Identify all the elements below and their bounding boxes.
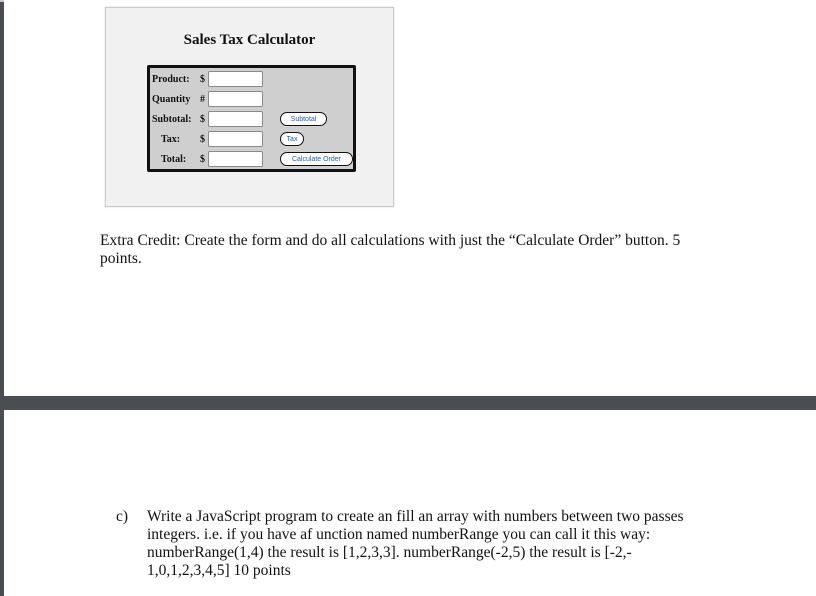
question-c-line-2: integers. i.e. if you have af unction named numberRange you can call it this way: — [147, 526, 651, 543]
tax-label: Tax: — [161, 134, 181, 145]
total-input[interactable] — [208, 151, 263, 167]
quantity-sign: # — [200, 94, 205, 105]
question-c-text — [147, 508, 727, 580]
tax-button[interactable]: Tax — [280, 132, 304, 146]
total-sign: $ — [200, 154, 205, 165]
product-sign: $ — [200, 74, 205, 85]
calculator-title: Sales Tax Calculator — [183, 32, 316, 48]
tax-row — [150, 131, 353, 149]
product-input[interactable] — [208, 71, 263, 87]
calculate-order-button[interactable]: Calculate Order — [280, 152, 353, 166]
question-c-line-4: 1,0,1,2,3,4,5] 10 points — [147, 562, 291, 579]
question-c-marker: c) — [116, 508, 129, 525]
subtotal-row — [150, 111, 353, 129]
tax-input[interactable] — [208, 131, 263, 147]
quantity-label: Quantity — [152, 94, 191, 105]
extra-credit-line-2: points. — [100, 250, 142, 267]
quantity-input[interactable] — [208, 91, 263, 107]
total-label: Total: — [161, 154, 187, 165]
subtotal-input[interactable] — [208, 111, 263, 127]
extra-credit-paragraph — [100, 232, 740, 268]
product-row — [150, 71, 353, 89]
total-row — [150, 151, 353, 169]
subtotal-button[interactable]: Subtotal — [280, 112, 327, 126]
question-c-line-1: Write a JavaScript program to create an fill an array with numbers between two passes — [147, 508, 684, 525]
subtotal-sign: $ — [200, 114, 205, 125]
document-page-1 — [4, 0, 816, 396]
calculator-form — [147, 65, 356, 172]
question-c-line-3: numberRange(1,4) the result is [1,2,3,3]. numberRange(-2,5) the result is [-2,- — [147, 544, 632, 561]
quantity-row — [150, 91, 353, 109]
product-label: Product: — [152, 74, 190, 85]
document-page-2 — [4, 410, 816, 596]
tax-sign: $ — [200, 134, 205, 145]
calculator-screenshot-figure — [105, 7, 394, 207]
subtotal-label: Subtotal: — [152, 114, 192, 125]
extra-credit-line-1: Extra Credit: Create the form and do all calculations with just the “Calculate Order” button. 5 — [100, 232, 681, 249]
